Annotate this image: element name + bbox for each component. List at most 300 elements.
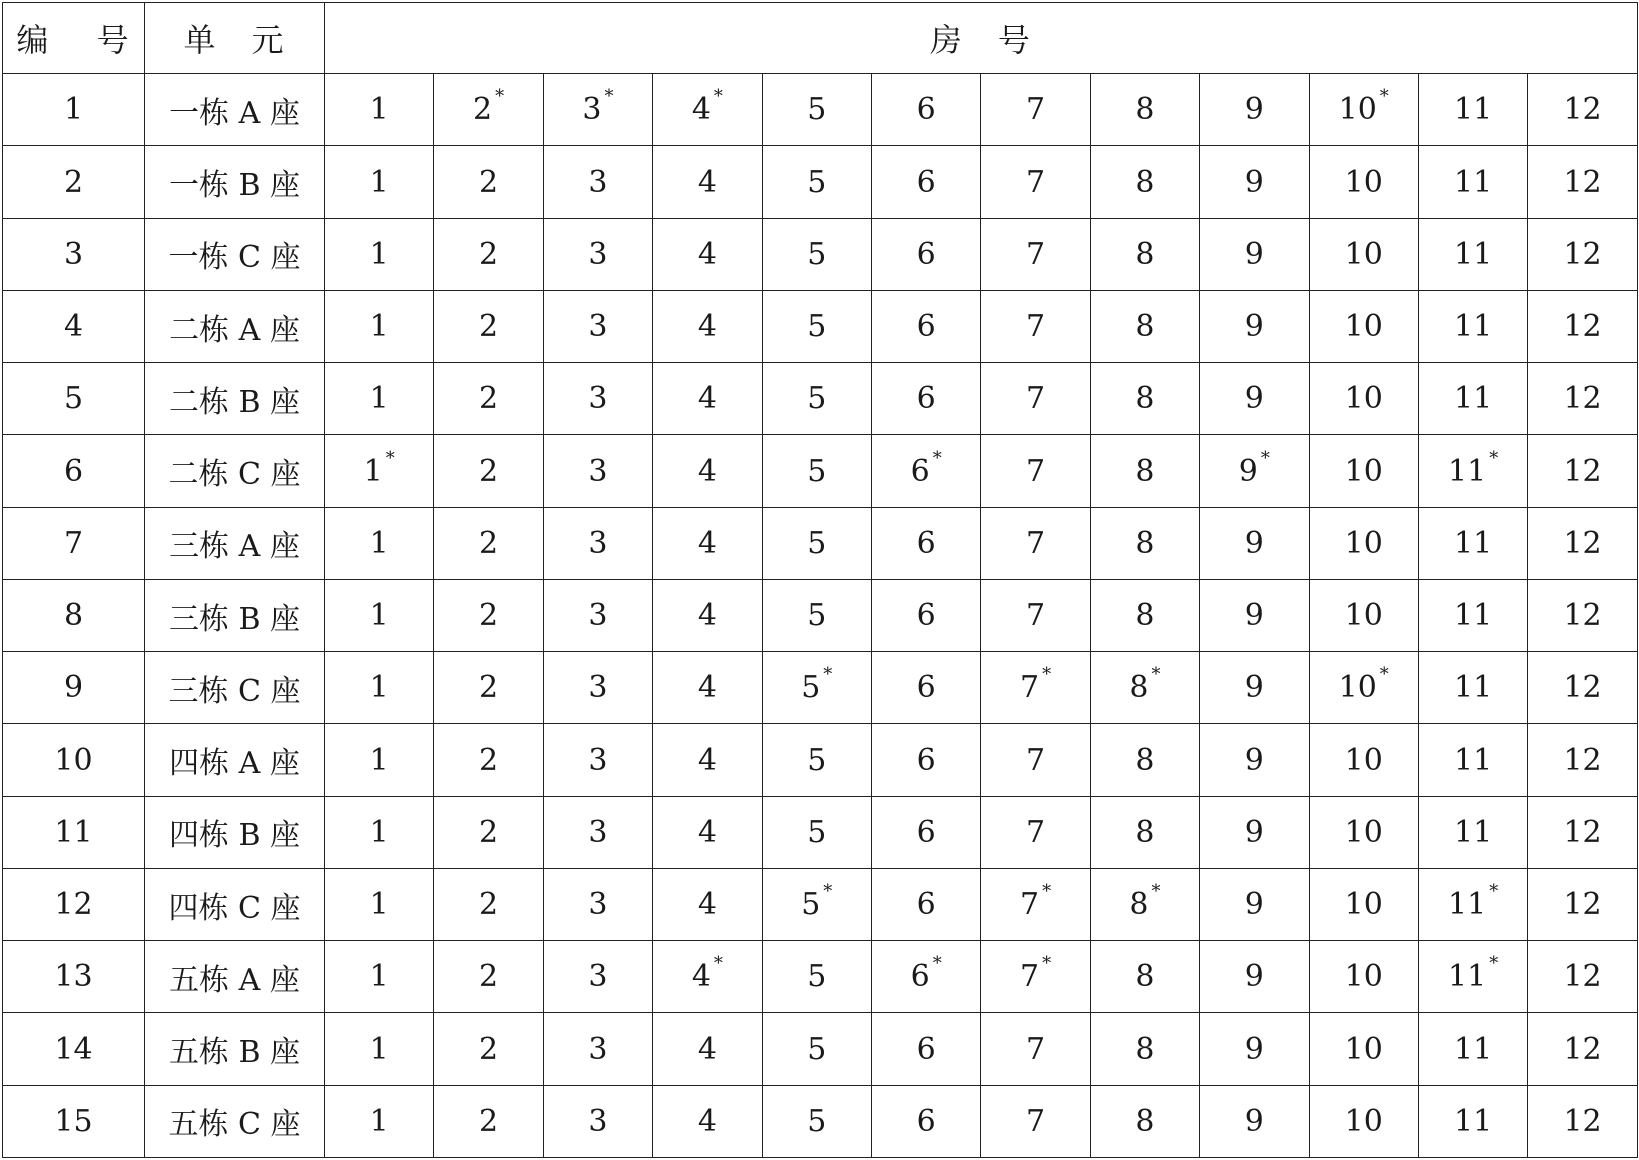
room-number-cell — [653, 218, 762, 290]
table-row — [3, 941, 1638, 1013]
room-number-cell — [653, 507, 762, 579]
room-number-text: 12 — [1563, 959, 1602, 995]
room-number-text: 9 — [1238, 453, 1258, 489]
room-number-cell — [1528, 218, 1637, 290]
asterisk-mark: * — [932, 953, 942, 975]
room-number-text: 3 — [588, 525, 608, 561]
room-number-text: 7 — [1025, 92, 1046, 128]
room-number — [588, 454, 607, 489]
room-number-cell — [871, 146, 980, 218]
room-number-cell — [1200, 218, 1309, 290]
room-number-cell — [762, 363, 871, 435]
room-number — [1135, 1104, 1154, 1139]
table-row — [3, 652, 1638, 724]
asterisk-mark: * — [713, 953, 723, 975]
table-row — [3, 74, 1638, 146]
room-number-cell — [653, 363, 762, 435]
room-number-cell — [1200, 146, 1309, 218]
room-number-text: 3 — [588, 309, 608, 345]
room-number-text: 10 — [1344, 1103, 1383, 1139]
room-number-cell — [325, 74, 434, 146]
room-number-cell — [1528, 579, 1637, 651]
room-number-cell — [1528, 74, 1637, 146]
room-number-cell — [981, 579, 1090, 651]
room-number — [370, 526, 389, 561]
room-number-cell — [1418, 218, 1527, 290]
room-number-text: 10 — [1344, 887, 1383, 923]
room-number-text: 4 — [697, 236, 717, 272]
room-number-text: 1 — [369, 742, 389, 778]
room-number-text: 5 — [807, 525, 827, 561]
room-number — [1563, 1032, 1601, 1067]
room-number-text: 10 — [1344, 598, 1383, 634]
room-number-cell — [762, 652, 871, 724]
asterisk-mark: * — [1042, 664, 1052, 686]
room-number-cell — [1528, 146, 1637, 218]
room-number — [370, 237, 389, 272]
room-number — [370, 815, 389, 850]
room-number — [917, 743, 936, 778]
table-row — [3, 435, 1638, 507]
room-number-cell — [1418, 290, 1527, 362]
room-number — [1026, 815, 1045, 850]
room-number-text: 9 — [1244, 670, 1264, 706]
room-number-cell — [434, 218, 543, 290]
unit-name-cell: 五栋 C 座 — [145, 1085, 325, 1157]
room-number-text: 1 — [369, 92, 389, 128]
room-number-text: 4 — [697, 164, 717, 200]
room-number — [917, 815, 936, 850]
room-number-text: 8 — [1129, 670, 1149, 706]
row-id-cell: 10 — [3, 724, 145, 796]
room-number-text: 7 — [1025, 453, 1046, 489]
room-number-text: 6 — [916, 164, 936, 200]
room-number-cell — [325, 507, 434, 579]
room-number — [588, 815, 607, 850]
room-number — [479, 381, 498, 416]
room-number-cell — [871, 579, 980, 651]
room-number — [807, 454, 826, 489]
asterisk-mark: * — [1151, 664, 1161, 686]
room-number — [1026, 743, 1045, 778]
room-number-cell — [543, 724, 652, 796]
room-number-text: 3 — [588, 381, 608, 417]
room-number — [1245, 237, 1264, 272]
room-number-cell — [981, 724, 1090, 796]
room-number — [1563, 309, 1601, 344]
room-number-text: 2 — [479, 670, 499, 706]
room-number — [588, 526, 607, 561]
room-number-cell — [981, 290, 1090, 362]
room-number-cell — [1090, 1013, 1199, 1085]
room-number-cell — [762, 218, 871, 290]
room-number — [1245, 165, 1264, 200]
room-number-cell — [981, 796, 1090, 868]
room-number-text: 10 — [1344, 959, 1383, 995]
room-number — [1454, 237, 1492, 272]
room-number-cell — [543, 652, 652, 724]
room-number-cell — [1200, 724, 1309, 796]
table-row — [3, 579, 1638, 651]
room-number-text: 9 — [1244, 887, 1264, 923]
room-number-text: 4 — [697, 1103, 717, 1139]
room-number-text: 2 — [479, 742, 499, 778]
asterisk-mark: * — [823, 881, 833, 903]
room-number-text: 6 — [916, 742, 936, 778]
room-number — [698, 237, 717, 272]
room-number-text: 8 — [1135, 453, 1155, 489]
room-number-cell — [762, 146, 871, 218]
room-number — [807, 598, 826, 633]
room-number-text: 7 — [1025, 598, 1046, 634]
asterisk-mark: * — [1489, 447, 1499, 469]
room-number-text: 3 — [588, 453, 608, 489]
room-number-cell — [1309, 74, 1418, 146]
room-number-text: 8 — [1135, 1103, 1155, 1139]
room-number-cell — [1200, 941, 1309, 1013]
room-number-cell — [1418, 941, 1527, 1013]
room-number-cell — [653, 796, 762, 868]
room-number-text: 1 — [369, 381, 389, 417]
room-number — [1345, 237, 1383, 272]
room-number — [1019, 953, 1052, 995]
room-number — [1563, 959, 1601, 994]
room-number — [1135, 959, 1154, 994]
room-number-cell — [653, 74, 762, 146]
room-number-text: 2 — [479, 887, 499, 923]
room-number-cell — [762, 579, 871, 651]
room-number-text: 9 — [1244, 525, 1264, 561]
room-number — [698, 743, 717, 778]
room-number-text: 6 — [916, 92, 936, 128]
room-number-cell — [653, 868, 762, 940]
room-number — [691, 86, 723, 128]
room-number-cell — [543, 74, 652, 146]
room-number — [370, 743, 389, 778]
room-number-cell — [653, 1013, 762, 1085]
room-number-text: 12 — [1563, 887, 1602, 923]
room-number-text: 5 — [807, 164, 827, 200]
unit-name-cell: 四栋 C 座 — [145, 868, 325, 940]
room-number-text: 7 — [1025, 381, 1046, 417]
room-number-cell — [1200, 796, 1309, 868]
room-number-text: 5 — [807, 598, 827, 634]
room-number-text: 1 — [369, 814, 389, 850]
room-number-cell — [1200, 1013, 1309, 1085]
row-id-cell: 7 — [3, 507, 145, 579]
row-id-cell: 2 — [3, 146, 145, 218]
room-number-text: 5 — [807, 959, 827, 995]
asterisk-mark: * — [495, 86, 505, 108]
room-number-cell — [871, 652, 980, 724]
room-number-text: 11 — [1454, 1103, 1493, 1139]
room-number-text: 4 — [691, 959, 711, 995]
room-number — [698, 381, 717, 416]
room-number — [1563, 887, 1601, 922]
room-number-text: 3 — [588, 1031, 608, 1067]
room-number-cell — [1309, 868, 1418, 940]
room-number-text: 3 — [588, 598, 608, 634]
room-number — [917, 309, 936, 344]
room-number-cell — [434, 796, 543, 868]
room-number — [917, 1104, 936, 1139]
room-number-cell — [871, 868, 980, 940]
room-number-text: 1 — [369, 236, 389, 272]
room-number-text: 12 — [1563, 236, 1602, 272]
room-number-cell — [1309, 290, 1418, 362]
room-number — [370, 309, 389, 344]
room-number-text: 10 — [1344, 236, 1383, 272]
room-number-cell — [1309, 435, 1418, 507]
room-number-text: 12 — [1563, 164, 1602, 200]
room-number-cell — [1090, 652, 1199, 724]
room-number-text: 12 — [1563, 1031, 1602, 1067]
room-number-text: 1 — [369, 887, 389, 923]
room-number — [1563, 92, 1601, 127]
room-number-cell — [1090, 579, 1199, 651]
room-number-text: 2 — [479, 525, 499, 561]
room-number-text: 5 — [801, 670, 821, 706]
room-number-cell — [981, 74, 1090, 146]
room-number-cell — [1309, 941, 1418, 1013]
room-number — [1019, 664, 1052, 706]
room-number-text: 4 — [697, 381, 717, 417]
room-number-cell — [325, 290, 434, 362]
room-number-text: 6 — [916, 381, 936, 417]
room-number-cell — [1090, 218, 1199, 290]
id-column-header: 编 号 — [3, 3, 145, 74]
room-number-cell — [1200, 1085, 1309, 1157]
room-number-cell — [325, 1085, 434, 1157]
room-number-cell — [1418, 868, 1527, 940]
room-number — [917, 92, 936, 127]
table-row — [3, 868, 1638, 940]
room-number-cell — [1309, 1085, 1418, 1157]
room-number-text: 7 — [1019, 670, 1040, 706]
room-number-text: 5 — [807, 1103, 827, 1139]
room-number — [1026, 237, 1045, 272]
room-number-cell — [981, 652, 1090, 724]
room-number-text: 9 — [1244, 236, 1264, 272]
room-number-cell — [434, 724, 543, 796]
room-number-cell — [1090, 146, 1199, 218]
room-number-cell — [543, 941, 652, 1013]
room-number-cell — [434, 435, 543, 507]
room-number — [1454, 381, 1492, 416]
room-number-text: 1 — [369, 1103, 389, 1139]
room-number — [917, 237, 936, 272]
room-number — [807, 743, 826, 778]
room-number-text: 2 — [479, 453, 499, 489]
room-number-cell — [762, 435, 871, 507]
room-number — [698, 598, 717, 633]
room-number-cell — [981, 363, 1090, 435]
room-number-text: 10 — [1344, 814, 1383, 850]
room-number-cell — [1528, 435, 1637, 507]
room-number-text: 3 — [588, 164, 608, 200]
room-number — [1345, 959, 1383, 994]
room-number-text: 7 — [1025, 814, 1046, 850]
room-number-text: 4 — [697, 453, 717, 489]
room-number-cell — [762, 724, 871, 796]
room-number — [1135, 454, 1154, 489]
unit-name-cell: 五栋 B 座 — [145, 1013, 325, 1085]
room-number-cell — [1418, 1085, 1527, 1157]
table-row — [3, 218, 1638, 290]
room-number — [1026, 381, 1045, 416]
room-number-cell — [325, 146, 434, 218]
room-number — [1454, 670, 1492, 705]
room-number-text: 4 — [697, 814, 717, 850]
room-number — [1245, 670, 1264, 705]
room-number-text: 12 — [1563, 1103, 1602, 1139]
room-number — [801, 881, 833, 923]
room-number-cell — [1418, 579, 1527, 651]
room-number-cell — [981, 435, 1090, 507]
room-number-cell — [762, 1085, 871, 1157]
header-row — [3, 3, 1638, 74]
asterisk-mark: * — [1042, 953, 1052, 975]
room-number — [1245, 959, 1264, 994]
room-number — [698, 1104, 717, 1139]
room-number-text: 4 — [697, 1031, 717, 1067]
room-number-text: 3 — [588, 670, 608, 706]
room-number — [1454, 165, 1492, 200]
row-id-cell: 6 — [3, 435, 145, 507]
room-number — [1135, 381, 1154, 416]
room-number-text: 9 — [1244, 92, 1264, 128]
room-number-cell — [1418, 435, 1527, 507]
table-row — [3, 290, 1638, 362]
room-number-cell — [1200, 290, 1309, 362]
room-number-text: 6 — [916, 309, 936, 345]
room-number-cell — [325, 796, 434, 868]
room-number-cell — [325, 1013, 434, 1085]
room-number-text: 3 — [582, 92, 602, 128]
room-number — [807, 959, 826, 994]
room-number-text: 6 — [916, 598, 936, 634]
room-number — [588, 959, 607, 994]
room-number — [1245, 309, 1264, 344]
asterisk-mark: * — [1489, 881, 1499, 903]
room-number-cell — [653, 579, 762, 651]
room-number — [1135, 165, 1154, 200]
asterisk-mark: * — [823, 664, 833, 686]
room-number-cell — [1309, 652, 1418, 724]
room-number-cell — [762, 941, 871, 1013]
room-number — [807, 237, 826, 272]
room-number — [1135, 815, 1154, 850]
room-number-cell — [1090, 1085, 1199, 1157]
room-number-text: 11 — [1454, 236, 1493, 272]
room-number — [1026, 1104, 1045, 1139]
room-number-cell — [325, 579, 434, 651]
room-number-text: 8 — [1135, 959, 1155, 995]
asterisk-mark: * — [604, 86, 614, 108]
room-number-text: 11 — [1448, 453, 1487, 489]
room-number — [1563, 237, 1601, 272]
room-number-text: 2 — [479, 814, 499, 850]
room-number-cell — [1528, 290, 1637, 362]
room-number-cell — [543, 1085, 652, 1157]
row-id-cell: 5 — [3, 363, 145, 435]
room-number — [807, 815, 826, 850]
unit-name-cell: 三栋 A 座 — [145, 507, 325, 579]
room-number — [698, 1032, 717, 1067]
room-number-text: 10 — [1344, 525, 1383, 561]
table-row — [3, 724, 1638, 796]
asterisk-mark: * — [1151, 881, 1161, 903]
room-number — [479, 598, 498, 633]
asterisk-mark: * — [385, 447, 395, 469]
room-number-text: 1 — [369, 959, 389, 995]
room-number — [479, 743, 498, 778]
room-number-cell — [1309, 724, 1418, 796]
room-number — [1135, 237, 1154, 272]
room-number-cell — [325, 941, 434, 1013]
room-number-text: 3 — [588, 236, 608, 272]
room-number-cell — [1418, 507, 1527, 579]
room-number-cell — [981, 1013, 1090, 1085]
room-number-cell — [981, 507, 1090, 579]
room-number — [1345, 1032, 1383, 1067]
unit-name-cell: 四栋 B 座 — [145, 796, 325, 868]
room-number — [698, 309, 717, 344]
room-number — [1135, 309, 1154, 344]
room-number-cell — [1090, 290, 1199, 362]
room-number-cell — [1309, 146, 1418, 218]
room-number-cell — [434, 1013, 543, 1085]
room-number — [588, 165, 607, 200]
asterisk-mark: * — [1379, 664, 1389, 686]
room-number — [1026, 309, 1045, 344]
room-number-cell — [762, 290, 871, 362]
room-number-cell — [1528, 796, 1637, 868]
room-number-cell — [1090, 796, 1199, 868]
room-number — [582, 86, 614, 128]
room-number — [698, 815, 717, 850]
asterisk-mark: * — [1379, 86, 1389, 108]
room-number — [910, 953, 942, 995]
room-number — [807, 165, 826, 200]
room-number-text: 2 — [473, 92, 493, 128]
room-number — [698, 670, 717, 705]
room-number-text: 7 — [1025, 309, 1046, 345]
room-number — [1135, 1032, 1154, 1067]
room-number — [1245, 598, 1264, 633]
room-number — [588, 237, 607, 272]
room-number-text: 4 — [691, 92, 711, 128]
room-number — [1245, 887, 1264, 922]
room-number — [1454, 815, 1492, 850]
room-number-cell — [434, 652, 543, 724]
room-number-cell — [762, 1013, 871, 1085]
room-number — [1135, 598, 1154, 633]
room-number-cell — [981, 218, 1090, 290]
room-number-cell — [1528, 1013, 1637, 1085]
room-number — [1135, 92, 1154, 127]
room-number — [479, 1104, 498, 1139]
room-number — [479, 887, 498, 922]
room-number-text: 6 — [916, 1031, 936, 1067]
room-number-cell — [543, 290, 652, 362]
room-number-text: 5 — [807, 1031, 827, 1067]
room-number-text: 7 — [1025, 525, 1046, 561]
room-number-text: 2 — [479, 381, 499, 417]
room-number-text: 8 — [1135, 236, 1155, 272]
room-number — [910, 447, 942, 489]
room-number-text: 8 — [1135, 92, 1155, 128]
